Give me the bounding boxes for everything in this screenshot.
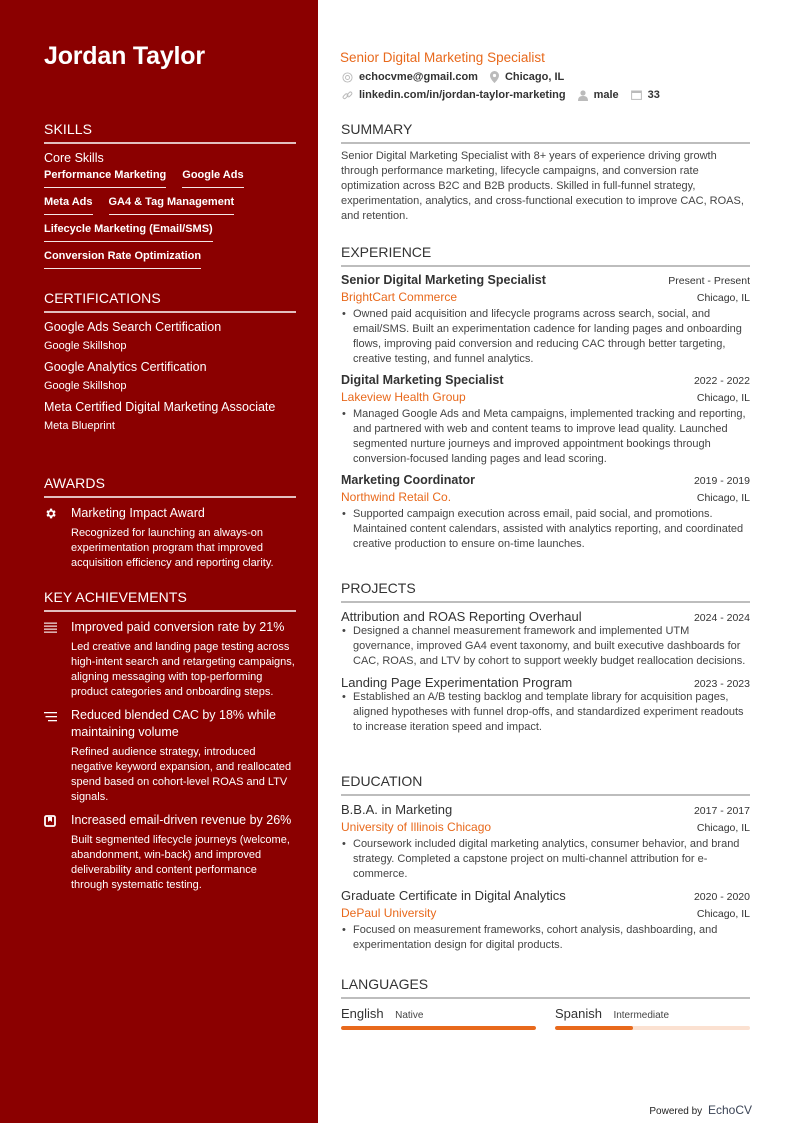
school-name: DePaul University <box>341 906 437 920</box>
experience-entry <box>341 473 750 552</box>
project-entry <box>341 675 750 735</box>
contact-row-1 <box>342 71 576 83</box>
role-title: Marketing Coordinator <box>341 473 476 487</box>
skill-tag: Meta Ads <box>44 196 93 215</box>
certification-item <box>44 399 296 433</box>
location-text: Chicago, IL <box>504 71 565 83</box>
project-entry <box>341 609 750 669</box>
user-icon <box>578 90 588 101</box>
achievement-title: Increased email-driven revenue by 26% <box>71 813 292 827</box>
certification-issuer: Google Skillshop <box>44 340 127 352</box>
degree: Graduate Certificate in Digital Analytics <box>341 888 566 903</box>
project-name: Attribution and ROAS Reporting Overhaul <box>341 609 582 624</box>
list-icon <box>44 619 71 700</box>
education-entry <box>341 802 750 882</box>
languages-section <box>341 976 750 1030</box>
language-item <box>555 1005 750 1030</box>
footer <box>649 1103 752 1117</box>
contact-row-2 <box>342 89 672 101</box>
achievement-description: Refined audience strategy, introduced negative keyword expansion, and reallocated spend based on cohort-level ROAS and LTV signals. <box>71 746 292 803</box>
achievement-title: Improved paid conversion rate by 21% <box>71 620 285 634</box>
gear-icon <box>44 505 71 571</box>
bullet-text: • Established an A/B testing backlog and template library for acquisition pages, aligned hypotheses with funnel drop-offs, and standardized experiment readouts to increase iteration speed and impact. <box>341 690 750 735</box>
date-range: 2020 - 2020 <box>693 891 750 903</box>
location: Chicago, IL <box>696 392 750 404</box>
language-item <box>341 1005 536 1030</box>
link-icon <box>342 90 353 101</box>
section-title: AWARDS <box>44 475 296 498</box>
key-achievements-section <box>44 589 296 893</box>
language-level: Native <box>395 1010 424 1021</box>
date-range: 2022 - 2022 <box>693 375 750 387</box>
linkedin-item[interactable] <box>342 89 566 101</box>
location: Chicago, IL <box>696 492 750 504</box>
section-title: SUMMARY <box>341 121 750 144</box>
certification-issuer: Meta Blueprint <box>44 420 115 432</box>
gender-text: male <box>593 89 619 101</box>
proficiency-bar <box>341 1026 536 1030</box>
email-item[interactable] <box>342 71 478 83</box>
skills-section <box>44 121 296 277</box>
proficiency-bar <box>555 1026 750 1030</box>
linkedin-text: linkedin.com/in/jordan-taylor-marketing <box>359 89 566 101</box>
role-title: Senior Digital Marketing Specialist <box>341 273 546 287</box>
at-sign-icon <box>342 72 353 83</box>
email-text: echocvme@gmail.com <box>359 71 478 83</box>
date-range: 2024 - 2024 <box>693 612 750 624</box>
certification-name: Meta Certified Digital Marketing Associate <box>44 400 276 414</box>
skill-tag: Conversion Rate Optimization <box>44 250 201 269</box>
certification-name: Google Analytics Certification <box>44 360 207 374</box>
age-text: 33 <box>647 89 660 101</box>
education-section <box>341 773 750 953</box>
achievement-description: Led creative and landing page testing across high-intent search and retargeting campaigns, aligning messaging with top-performing product categories and onboarding steps. <box>71 641 295 698</box>
company-name: Northwind Retail Co. <box>341 490 452 504</box>
brand-link[interactable]: EchoCV <box>707 1103 752 1117</box>
certifications-section <box>44 290 296 433</box>
job-title: Senior Digital Marketing Specialist <box>340 50 545 65</box>
section-title: LANGUAGES <box>341 976 750 999</box>
section-title: PROJECTS <box>341 580 750 603</box>
skills-group-label: Core Skills <box>44 151 104 165</box>
achievement-item <box>44 812 296 893</box>
section-title: CERTIFICATIONS <box>44 290 296 313</box>
section-title: SKILLS <box>44 121 296 144</box>
date-range: 2017 - 2017 <box>693 805 750 817</box>
candidate-name: Jordan Taylor <box>44 42 205 70</box>
section-title: EXPERIENCE <box>341 244 750 267</box>
degree: B.B.A. in Marketing <box>341 802 453 817</box>
date-range: Present - Present <box>668 275 750 287</box>
skill-tag: Google Ads <box>182 169 243 188</box>
section-title: EDUCATION <box>341 773 750 796</box>
experience-entry <box>341 273 750 367</box>
location-item <box>490 71 564 83</box>
powered-by-label: Powered by <box>649 1106 703 1117</box>
skill-tag: Performance Marketing <box>44 169 166 188</box>
achievement-description: Built segmented lifecycle journeys (welcome, abandonment, win-back) and improved deliverability and content performance through systematic testing. <box>71 834 290 891</box>
menu-icon <box>44 707 71 805</box>
achievement-item <box>44 707 296 805</box>
skill-tag: Lifecycle Marketing (Email/SMS) <box>44 223 213 242</box>
education-entry <box>341 888 750 953</box>
calendar-icon <box>631 90 642 100</box>
location: Chicago, IL <box>696 292 750 304</box>
location: Chicago, IL <box>696 822 750 834</box>
achievement-title: Reduced blended CAC by 18% while maintaining volume <box>71 708 276 739</box>
language-level: Intermediate <box>613 1010 670 1021</box>
bullet-text: • Supported campaign execution across email, paid social, and promotions. Maintained content calendars, assisted with analytics reporting, and coordinated creative production to ensure on-time launches. <box>341 507 750 552</box>
gender-item <box>578 89 619 101</box>
summary-text: Senior Digital Marketing Specialist with 8+ years of experience driving growth through performance marketing, lifecycle campaigns, and conversion rate optimization across B2C and B2B products. Skilled in full-funnel strategy, experimentation, analytics, and cross-functional execution to improve CAC, ROAS, and retention. <box>341 150 744 222</box>
bullet-text: • Owned paid acquisition and lifecycle programs across search, social, and email/SMS. Built an experimentation cadence for landing pages and onboarding flows, improving paid conversion and reducing CAC through better targeting, creative testing, and funnel analytics. <box>341 307 750 367</box>
achievement-item <box>44 619 296 700</box>
date-range: 2023 - 2023 <box>693 678 750 690</box>
company-name: Lakeview Health Group <box>341 390 466 404</box>
date-range: 2019 - 2019 <box>693 475 750 487</box>
section-title: KEY ACHIEVEMENTS <box>44 589 296 612</box>
certification-item <box>44 359 296 393</box>
map-pin-icon <box>490 71 499 83</box>
location: Chicago, IL <box>696 908 750 920</box>
role-title: Digital Marketing Specialist <box>341 373 504 387</box>
experience-section <box>341 244 750 552</box>
skill-tag: GA4 & Tag Management <box>109 196 235 215</box>
certification-issuer: Google Skillshop <box>44 380 127 392</box>
sidebar <box>0 0 318 1123</box>
book-icon <box>44 812 71 893</box>
company-name: BrightCart Commerce <box>341 290 458 304</box>
certification-item <box>44 319 296 353</box>
awards-section <box>44 475 296 571</box>
language-name: Spanish <box>555 1006 602 1021</box>
bullet-text: • Focused on measurement frameworks, cohort analysis, dashboarding, and experimentation design for digital products. <box>341 923 750 953</box>
bullet-text: • Managed Google Ads and Meta campaigns, implemented tracking and reporting, and partnered with web and content teams to improve lead quality. Launched segmented nurture journeys and improved appointment bookings through conversion-focused landing pages and lead scoring. <box>341 407 750 467</box>
school-name: University of Illinois Chicago <box>341 820 492 834</box>
summary-section <box>341 121 750 224</box>
bullet-text: • Designed a channel measurement framework and implemented UTM governance, improved GA4 event taxonomy, and built executive dashboards for CAC, ROAS, and LTV by cohort to support weekly budget reallocation decisions. <box>341 624 750 669</box>
language-name: English <box>341 1006 384 1021</box>
award-title: Marketing Impact Award <box>71 506 205 520</box>
project-name: Landing Page Experimentation Program <box>341 675 573 690</box>
bullet-text: • Coursework included digital marketing analytics, consumer behavior, and brand strategy. Completed a capstone project on multi-channel attribution for e-commerce. <box>341 837 750 882</box>
award-item <box>44 505 296 571</box>
certification-name: Google Ads Search Certification <box>44 320 222 334</box>
award-description: Recognized for launching an always-on experimentation program that improved acquisition efficiency and reporting clarity. <box>71 527 274 569</box>
age-item <box>631 89 660 101</box>
skill-tags <box>44 169 296 277</box>
language-list <box>341 1005 750 1030</box>
projects-section <box>341 580 750 735</box>
experience-entry <box>341 373 750 467</box>
